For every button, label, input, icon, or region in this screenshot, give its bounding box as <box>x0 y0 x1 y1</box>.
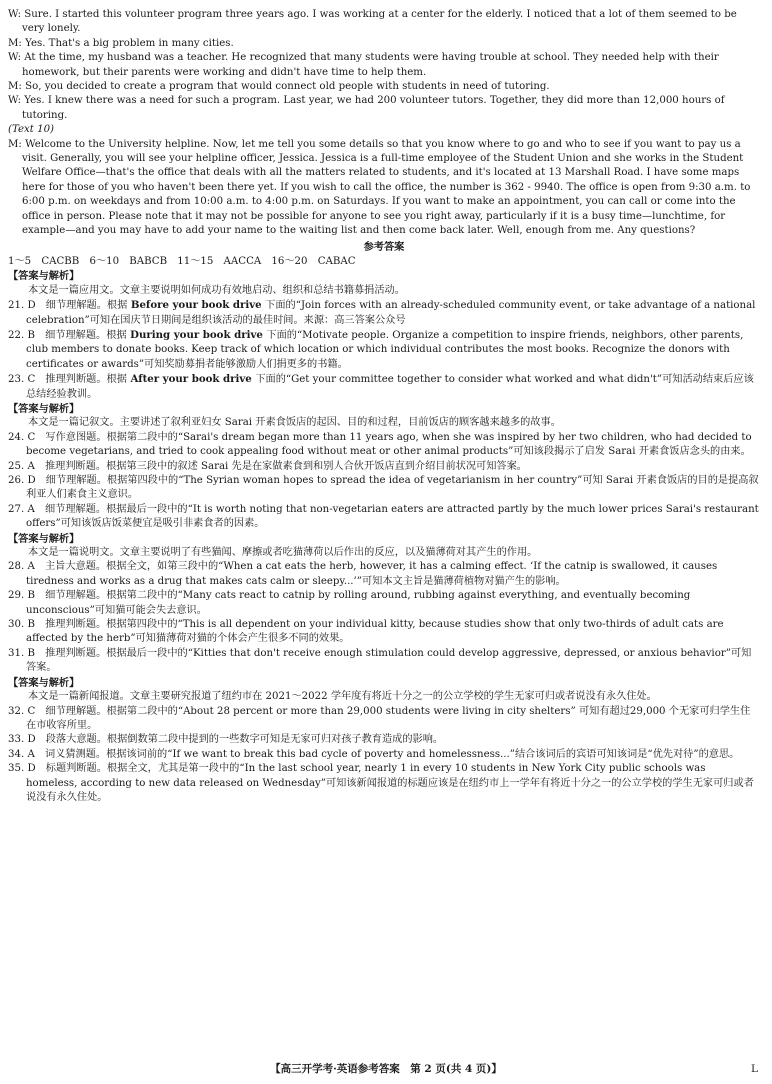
section-head: 【答案与解析】 <box>8 532 80 545</box>
section-summary: 本文是一篇新闻报道。文章主要研究报道了纽约市在 2021～2022 学年度有将近十分之一的公立学校的学生无家可归或者说没有永久住处。 <box>28 691 657 703</box>
section-heading-ref: Before your book drive <box>127 299 266 312</box>
explanation-text: 22. B 细节理解题。根据 <box>8 329 127 341</box>
section-summary: 本文是一篇说明文。文章主要说明了有些猫闻、摩擦或者吃猫薄荷以后作出的反应，以及猫薄荷对其产生的作用。 <box>28 547 538 559</box>
answer-explanation <box>8 733 760 747</box>
answer-explanation <box>8 762 760 805</box>
answer-explanation <box>8 748 760 762</box>
footer-mark: L <box>751 1062 758 1075</box>
section-heading-ref: After your book drive <box>126 373 256 386</box>
text10-label: (Text 10) <box>8 124 55 136</box>
explanation-text: 35. D 标题判断题。根据全文，尤其是第一段中的“In the last school year, nearly 1 in every 10 students in New York City public schools was homeless, according to new data released on Wednesday”可知该新闻报道的标题应该是在纽约市上一学年有将近十分之一的公立学校的学生无家可归或者说没有永久住处。 <box>8 763 754 803</box>
section-head: 【答案与解析】 <box>8 270 80 283</box>
answer-explanation <box>8 474 760 503</box>
text10-body: M: Welcome to the University helpline. Now, let me tell you some details so that you know where to go and who to see if you want to pay us a visit. Generally, you will see your helpline officer, Jessica. Jessica is a full-time employee of the Student Union and she works in the Student Welfare Office—that's the office that deals with all the matters related to students, and it's located at 13 Marshall Road. I have some maps here for those of you who haven't been there yet. If you wish to call the office, the number is 362 - 9940. The office is open from 9:30 a.m. to 6:00 p.m. on weekdays and from 10:00 a.m. to 4:00 p.m. on Saturdays. If you want to make an appointment, you can call or come into the office in person. Please note that it may not be possible for anyone to see you right away, particularly if it is a busy time—lunchtime, for example—and you may have to add your name to the waiting list and then come back later. Well, enough from me. Any questions? <box>8 138 751 237</box>
answer-explanation <box>8 431 760 460</box>
answer-explanation <box>8 589 760 618</box>
explanation-text: 26. D 细节理解题。根据第四段中的“The Syrian woman hopes to spread the idea of vegetarianism in her country”可知 Sarai 开素食饭店的目的是提高叙利亚人们素食主义意识。 <box>8 475 759 501</box>
dialogue-line: W: Sure. I started this volunteer program three years ago. I was working at a center for the elderly. I noticed that a lot of them seemed to be very lonely. <box>8 9 737 35</box>
explanation-text: 32. C 细节理解题。根据第二段中的“About 28 percent or more than 29,000 students were living in city shelters” 可知有超过29,000 个无家可归学生住在市收容所里。 <box>8 705 751 731</box>
explanation-text: 30. B 推理判断题。根据第四段中的“This is all dependent on your individual kitty, because studies show that only two-thirds of adult cats are affected by the herb”可知猫薄荷对猫的个体会产生很多不同的效果。 <box>8 619 724 645</box>
explanation-text: 29. B 细节理解题。根据第二段中的“Many cats react to catnip by rolling around, rubbing against everything, and eventually becoming unconscious”可知猫可能会失去意识。 <box>8 590 691 616</box>
section-head: 【答案与解析】 <box>8 402 80 415</box>
dialogue-line: W: Yes. I knew there was a need for such a program. Last year, we had 200 volunteer tutors. Together, they did more than 12,000 hours of tutoring. <box>8 95 725 121</box>
section-summary: 本文是一篇记叙文。主要讲述了叙利亚妇女 Sarai 开素食饭店的起因、目的和过程，目前饭店的顾客越来越多的故事。 <box>28 417 561 429</box>
answer-explanation <box>8 460 760 474</box>
explanation-text: 34. A 词义猜测题。根据该词前的“If we want to break this bad cycle of poverty and homelessness...”结合该词后的宾语可知该词是“优先对待”的意思。 <box>8 748 740 760</box>
dialogue-block <box>8 8 760 123</box>
answer-explanation <box>8 328 760 372</box>
explanation-text: 21. D 细节理解题。根据 <box>8 300 128 312</box>
answer-keys: 1～5 CACBB 6～10 BABCB 11～15 AACCA 16～20 CABAC <box>8 255 356 267</box>
section-summary: 本文是一篇应用文。文章主要说明如何成功有效地启动、组织和总结书籍募捐活动。 <box>28 284 405 296</box>
dialogue-line: M: Yes. That's a big problem in many cities. <box>8 37 234 49</box>
explanation-text: 下面的“Motivate people. Organize a competition to inspire friends, neighbors, other parents, club members to donate books. Keep track of which location or which individual contributes the most books. Recognize the donors with certificates or awards”可知奖励募捐者能够激励人们捐更多的书籍。 <box>26 329 744 370</box>
explanation-text: 33. D 段落大意题。根据倒数第二段中提到的一些数字可知是无家可归对孩子教育造成的影响。 <box>8 734 444 746</box>
explanation-text: 23. C 推理判断题。根据 <box>8 374 127 386</box>
explanation-sections <box>8 269 760 805</box>
explanation-text: 28. A 主旨大意题。根据全文，如第三段中的“When a cat eats the herb, however, it has a calming effect. ‘If the catnip is swallowed, it causes tiredness and works as a drug that makes cats calm or sleepy...’”可知本文主旨是猫薄荷植物对猫产生的影响。 <box>8 561 718 587</box>
answer-explanation <box>8 298 760 328</box>
explanation-text: 25. A 推理判断题。根据第三段中的叙述 Sarai 先是在家做素食到和别人合伙开饭店直到介绍目前状况可知答案。 <box>8 460 527 472</box>
explanation-text: 27. A 细节理解题。根据最后一段中的“It is worth noting that non-vegetarian eaters are attracted partly by the much lower prices Sarai's restaurant offers”可知该饭店饭菜便宜是吸引非素食者的因素。 <box>8 503 759 530</box>
explanation-text: 下面的“Join forces with an already-scheduled community event, or take advantage of a national celebration”可知在国庆节日期间是组织该活动的最佳时间。来源：高三答案公众号 <box>26 300 756 326</box>
explanation-text: 24. C 写作意图题。根据第二段中的“Sarai's dream began more than 11 years ago, when she was inspired by her two children, who had decided to become vegetarians, and tried to cook appealing food without meat or other animal products”可知该段揭示了启发 Sarai 开素食饭店念头的由来。 <box>8 431 752 458</box>
answer-explanation <box>8 372 760 402</box>
section-head: 【答案与解析】 <box>8 676 80 689</box>
page-footer: 【高三开学考·英语参考答案 第 2 页(共 4 页)】 <box>270 1062 502 1075</box>
answer-explanation <box>8 647 760 676</box>
section-heading-ref: During your book drive <box>126 328 267 341</box>
explanation-text: 下面的“Get your committee together to consider what worked and what didn't”可知活动结束后应该总结经验教训。 <box>26 374 754 400</box>
answer-explanation <box>8 503 760 532</box>
answer-title: 参考答案 <box>363 240 405 253</box>
answer-explanation <box>8 560 760 589</box>
dialogue-line: W: At the time, my husband was a teacher. He recognized that many students were having trouble at school. They needed help with their homework, but their parents were working and didn't have time to help them. <box>8 52 719 78</box>
answer-explanation <box>8 618 760 647</box>
dialogue-line: M: So, you decided to create a program that would connect old people with students in need of tutoring. <box>8 81 550 93</box>
explanation-text: 31. B 推理判断题。根据最后一段中的“Kitties that don't receive enough stimulation could develop aggressive, depressed, or anxious behavior”可知答案。 <box>8 647 752 674</box>
answer-explanation <box>8 705 760 734</box>
